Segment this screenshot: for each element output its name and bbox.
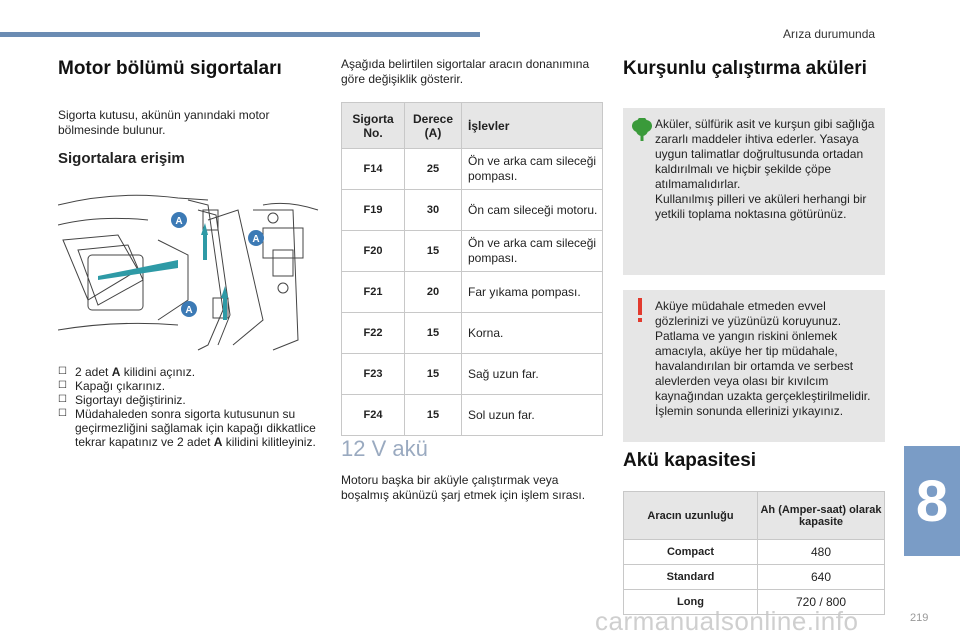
col-header-functions: İşlevler [462, 103, 603, 149]
fuse-table [341, 102, 603, 436]
svg-text:A: A [252, 234, 260, 245]
lock-marker-a [248, 230, 264, 246]
table-row: F14 25 Ön ve arka cam sileceği pompası. [342, 149, 603, 190]
page-number: 219 [910, 612, 929, 624]
table-header-row [342, 103, 603, 149]
watermark: carmanualsonline.info [595, 606, 859, 636]
col-header-capacity: Ah (Amper-saat) olarak kapasite [758, 492, 885, 540]
environment-note-box [623, 108, 885, 275]
lock-marker-a [181, 301, 197, 317]
table-row: Long 720 / 800 [624, 590, 885, 615]
table-header-row [624, 492, 885, 540]
svg-text:A: A [175, 216, 183, 227]
checkbox-bullet-icon: ☐ [58, 408, 67, 419]
warning-note-text: Aküye müdahale etmeden evvel gözlerinizi ve yüzünüzü koruyunuz. Patlama ve yangın riskini önlemek amacıyla, aküye her tip müdahale, havalandırılan bir ortamda ve serbest alevlerden veya olası bir kıvılcım kaynağından uzakta gerçekleştirilmelidir. İşlemin sonunda ellerinizi yıkayınız. [655, 299, 871, 418]
table-row: Standard 640 [624, 565, 885, 590]
svg-text:A: A [185, 305, 193, 316]
exclamation-warning-icon [635, 298, 645, 324]
col-header-rating: Derece (A) [405, 103, 462, 149]
section-title: Arıza durumunda [783, 27, 876, 41]
warning-note-box [623, 290, 885, 442]
chapter-tab: 8 [904, 446, 960, 556]
capacity-table [623, 491, 885, 615]
col-header-fuse-no: Sigorta No. [342, 103, 405, 149]
table-row: Compact 480 [624, 540, 885, 565]
fusebox-drawing [58, 180, 320, 360]
table-row: F19 30 Ön cam sileceği motoru. [342, 190, 603, 231]
lead-battery-title: Kurşunlu çalıştırma aküleri [623, 58, 867, 79]
environment-note-text: Aküler, sülfürik asit ve kurşun gibi sağlığa zararlı maddeler ihtiva ederler. Yasaya uygun talimatlar doğrultusunda ortadan kaldırılmalı ve hiçbir şekilde çöpe atılmamalıdırlar. Kullanılmış pilleri ve aküleri herhangi bir yetkili toplama noktasına götürünüz. [655, 117, 875, 221]
fuse-intro-text: Sigorta kutusu, akünün yanındaki motor bölmesinde bulunur. [58, 108, 270, 137]
header-accent-bar [0, 32, 480, 37]
table-row: F23 15 Sağ uzun far. [342, 354, 603, 395]
step-item: ☐ Müdahaleden sonra sigorta kutusunun su geçirmezliğini sağlamak için kapağı dikkatlice tekrar kapatınız ve 2 adet A kilidini kilitleyiniz. [58, 407, 316, 449]
battery-12v-title: 12 V akü [341, 436, 428, 461]
fuse-access-subtitle: Sigortalara erişim [58, 150, 185, 167]
step-item: ☐ Kapağı çıkarınız. [58, 379, 166, 393]
step-item: ☐ 2 adet A kilidini açınız. [58, 365, 196, 379]
battery-capacity-title: Akü kapasitesi [623, 450, 757, 471]
fuse-section-title: Motor bölümü sigortaları [58, 58, 282, 79]
table-row: F24 15 Sol uzun far. [342, 395, 603, 436]
step-item: ☐ Sigortayı değiştiriniz. [58, 393, 186, 407]
table-row: F22 15 Korna. [342, 313, 603, 354]
table-row: F21 20 Far yıkama pompası. [342, 272, 603, 313]
battery-12v-text: Motoru başka bir aküyle çalıştırmak veya boşalmış akünüzü şarj etmek için işlem sırası. [341, 473, 586, 502]
fuse-steps-list [58, 365, 323, 449]
col-header-vehicle-length: Aracın uzunluğu [624, 492, 758, 540]
fusebox-illustration [58, 180, 320, 360]
checkbox-bullet-icon: ☐ [58, 366, 67, 377]
checkbox-bullet-icon: ☐ [58, 380, 67, 391]
checkbox-bullet-icon: ☐ [58, 394, 67, 405]
table-row: F20 15 Ön ve arka cam sileceği pompası. [342, 231, 603, 272]
lock-marker-a [171, 212, 187, 228]
tree-icon [631, 118, 653, 142]
fuse-table-intro: Aşağıda belirtilen sigortalar aracın donanımına göre değişiklik gösterir. [341, 57, 590, 86]
